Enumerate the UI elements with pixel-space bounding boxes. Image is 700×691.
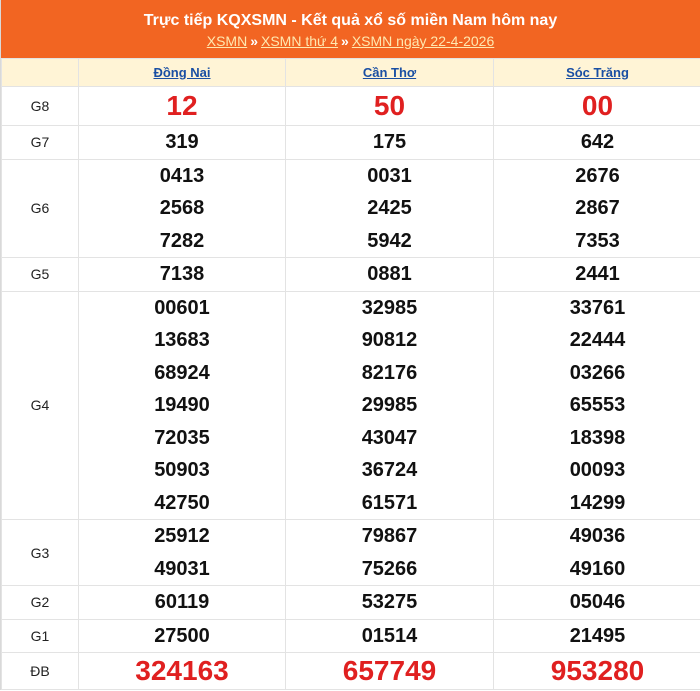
result-cell bbox=[79, 126, 286, 160]
result-number: 7282 bbox=[159, 229, 205, 252]
result-cell bbox=[79, 653, 286, 690]
result-number: 03266 bbox=[569, 361, 626, 384]
province-cell bbox=[286, 59, 494, 87]
result-number: 29985 bbox=[361, 394, 418, 416]
prize-label: G7 bbox=[2, 126, 79, 160]
result-number: 19490 bbox=[154, 394, 210, 416]
result-number: 0031 bbox=[367, 164, 412, 187]
province-cell bbox=[494, 59, 700, 87]
result-cell bbox=[286, 159, 494, 258]
result-cell bbox=[494, 586, 700, 620]
result-cell bbox=[494, 291, 700, 520]
result-number: 13683 bbox=[154, 329, 210, 351]
result-number: 05046 bbox=[569, 591, 626, 613]
prize-label: G5 bbox=[2, 258, 79, 292]
result-cell bbox=[494, 619, 700, 653]
result-number: 5942 bbox=[367, 229, 412, 252]
result-number: 2568 bbox=[159, 197, 205, 219]
prize-row bbox=[2, 520, 700, 586]
result-number: 65553 bbox=[569, 394, 626, 416]
prize-label: G6 bbox=[2, 159, 79, 258]
prize-row bbox=[2, 653, 700, 690]
page-title: Trực tiếp KQXSMN - Kết quả xổ số miền Nam hôm nay bbox=[143, 12, 558, 29]
result-cell bbox=[286, 258, 494, 292]
result-number: 2441 bbox=[575, 263, 620, 285]
result-number: 43047 bbox=[361, 426, 418, 449]
result-cell bbox=[286, 619, 494, 653]
prize-label: G8 bbox=[2, 87, 79, 126]
result-number: 27500 bbox=[154, 624, 210, 647]
result-cell bbox=[494, 520, 700, 586]
prize-row bbox=[2, 586, 700, 620]
result-cell bbox=[79, 619, 286, 653]
result-number: 68924 bbox=[154, 361, 210, 384]
result-number: 42750 bbox=[154, 491, 210, 514]
result-number: 60119 bbox=[154, 591, 210, 613]
breadcrumb-xsmn-link[interactable]: XSMN bbox=[206, 33, 248, 49]
result-number: 49160 bbox=[569, 557, 626, 580]
result-number: 18398 bbox=[569, 426, 626, 449]
result-number: 72035 bbox=[154, 426, 210, 449]
result-number: 82176 bbox=[361, 361, 418, 384]
result-number: 2425 bbox=[367, 197, 412, 219]
breadcrumb-weekday-link[interactable]: XSMN thứ 4 bbox=[260, 33, 339, 49]
prize-row bbox=[2, 619, 700, 653]
results-table bbox=[1, 58, 700, 690]
result-number: 00 bbox=[581, 90, 614, 121]
result-number: 50903 bbox=[154, 459, 210, 481]
prize-row bbox=[2, 258, 700, 292]
result-number: 75266 bbox=[361, 557, 418, 580]
result-number: 2867 bbox=[575, 197, 620, 219]
results-header bbox=[1, 0, 700, 58]
prize-label: G2 bbox=[2, 586, 79, 620]
result-number: 49031 bbox=[154, 557, 210, 580]
result-number: 953280 bbox=[550, 655, 645, 686]
prize-row bbox=[2, 126, 700, 160]
result-number: 49036 bbox=[569, 525, 626, 547]
result-number: 50 bbox=[373, 90, 406, 121]
result-number: 7138 bbox=[159, 263, 205, 285]
prize-label: G4 bbox=[2, 291, 79, 520]
result-number: 36724 bbox=[361, 459, 418, 481]
breadcrumb-separator: » bbox=[341, 33, 349, 49]
result-cell bbox=[494, 258, 700, 292]
result-cell bbox=[494, 126, 700, 160]
province-header-row bbox=[2, 59, 700, 87]
province-link[interactable]: Cần Thơ bbox=[362, 64, 417, 80]
result-cell bbox=[286, 520, 494, 586]
result-number: 2676 bbox=[575, 164, 620, 187]
result-cell bbox=[286, 126, 494, 160]
result-number: 79867 bbox=[361, 525, 418, 547]
prize-label: G3 bbox=[2, 520, 79, 586]
result-number: 53275 bbox=[361, 591, 418, 613]
result-number: 01514 bbox=[361, 624, 418, 647]
result-cell bbox=[79, 586, 286, 620]
result-number: 319 bbox=[165, 131, 199, 153]
result-number: 25912 bbox=[154, 525, 210, 547]
result-cell bbox=[286, 87, 494, 126]
result-number: 0881 bbox=[367, 263, 412, 285]
result-cell bbox=[286, 586, 494, 620]
result-cell bbox=[286, 653, 494, 690]
result-number: 00093 bbox=[569, 459, 626, 481]
result-cell bbox=[494, 159, 700, 258]
result-number: 324163 bbox=[135, 655, 229, 686]
breadcrumb bbox=[1, 32, 700, 50]
result-number: 00601 bbox=[154, 296, 210, 319]
result-number: 14299 bbox=[569, 491, 626, 514]
result-number: 22444 bbox=[569, 329, 626, 351]
result-number: 32985 bbox=[361, 296, 418, 319]
result-number: 175 bbox=[372, 131, 407, 153]
breadcrumb-date-link[interactable]: XSMN ngày 22-4-2026 bbox=[351, 33, 495, 49]
result-number: 90812 bbox=[361, 329, 418, 351]
province-cell bbox=[79, 59, 286, 87]
prize-label: G1 bbox=[2, 619, 79, 653]
province-link[interactable]: Sóc Trăng bbox=[566, 64, 629, 80]
result-number: 61571 bbox=[361, 491, 418, 514]
result-cell bbox=[79, 159, 286, 258]
result-cell bbox=[79, 520, 286, 586]
result-cell bbox=[286, 291, 494, 520]
prize-row bbox=[2, 87, 700, 126]
result-number: 657749 bbox=[342, 655, 437, 686]
result-cell bbox=[494, 87, 700, 126]
result-number: 33761 bbox=[569, 296, 626, 319]
result-number: 642 bbox=[580, 131, 615, 153]
result-number: 12 bbox=[166, 90, 198, 121]
prize-row bbox=[2, 159, 700, 258]
result-number: 21495 bbox=[569, 624, 626, 647]
result-cell bbox=[79, 258, 286, 292]
breadcrumb-separator: » bbox=[250, 33, 258, 49]
result-number: 0413 bbox=[159, 164, 205, 187]
result-number: 7353 bbox=[575, 229, 620, 252]
prize-row bbox=[2, 291, 700, 520]
result-cell bbox=[79, 87, 286, 126]
result-cell bbox=[79, 291, 286, 520]
result-cell bbox=[494, 653, 700, 690]
province-link[interactable]: Đồng Nai bbox=[153, 64, 211, 80]
prize-label: ĐB bbox=[2, 653, 79, 690]
corner-cell bbox=[2, 59, 79, 87]
